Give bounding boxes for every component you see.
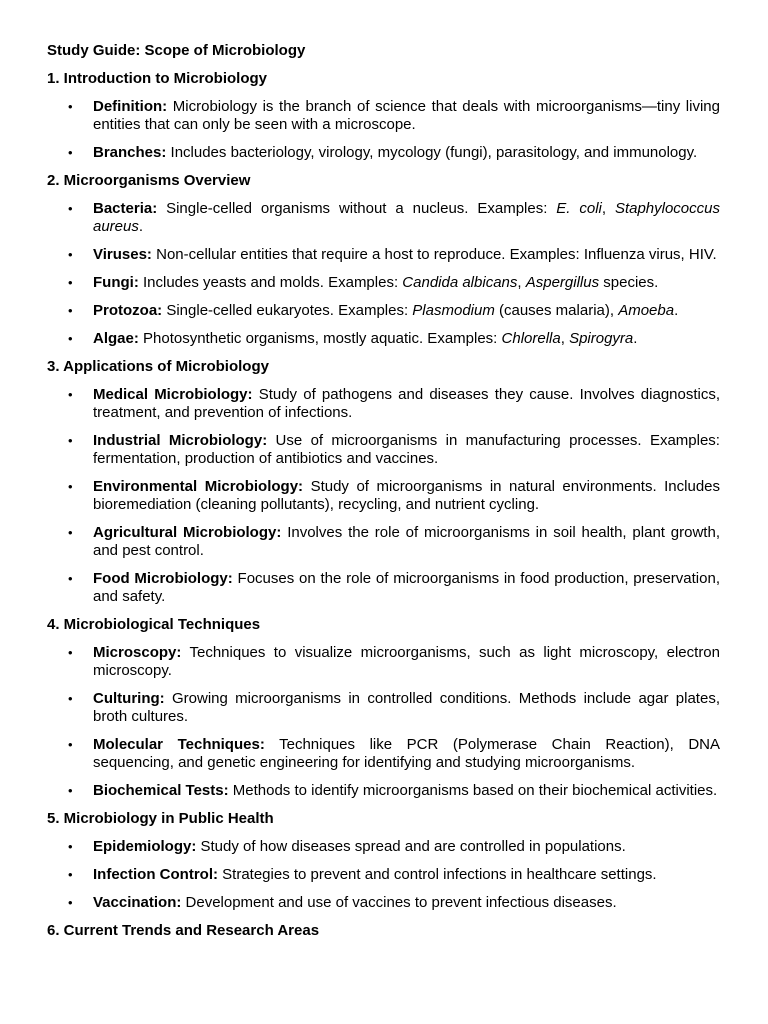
item-term: Molecular Techniques:	[93, 736, 265, 753]
list-item	[47, 274, 720, 292]
list-item	[47, 478, 720, 514]
bullet-icon: •	[68, 387, 73, 402]
item-text: .	[138, 218, 144, 235]
list-item	[47, 302, 720, 320]
item-text: Techniques like PCR (Polymerase Chain Reaction), DNA sequencing, and genetic engineering for identifying and studying microorganisms.	[93, 736, 720, 771]
section-heading: 6. Current Trends and Research Areas	[47, 922, 320, 939]
item-term: Viruses:	[93, 246, 152, 263]
item-text: Methods to identify microorganisms based on their biochemical activities.	[228, 782, 718, 799]
item-term: Algae:	[93, 330, 139, 347]
item-term: Definition:	[93, 98, 168, 115]
item-term: Fungi:	[93, 274, 139, 291]
bullet-icon: •	[68, 247, 73, 262]
list-item	[47, 432, 720, 468]
section-5	[47, 810, 720, 912]
list-item	[47, 386, 720, 422]
bullet-icon: •	[68, 867, 73, 882]
item-text: Includes bacteriology, virology, mycology (fungi), parasitology, and immunology.	[166, 144, 698, 161]
item-text: ,	[601, 200, 615, 217]
item-term: Microscopy:	[93, 644, 182, 661]
item-species-name: Aspergillus	[525, 274, 600, 291]
item-species-name: Amoeba	[618, 302, 675, 319]
bullet-icon: •	[68, 839, 73, 854]
bullet-icon: •	[68, 737, 73, 752]
item-text: species.	[599, 274, 659, 291]
section-6	[47, 922, 720, 940]
item-text: Includes yeasts and molds. Examples:	[138, 274, 403, 291]
bullet-list	[47, 386, 720, 606]
section-heading: 1. Introduction to Microbiology	[47, 70, 267, 87]
item-text: Study of how diseases spread and are controlled in populations.	[196, 838, 626, 855]
bullet-icon: •	[68, 479, 73, 494]
section-4	[47, 616, 720, 800]
list-item	[47, 838, 720, 856]
bullet-icon: •	[68, 571, 73, 586]
item-species-name: E. coli	[556, 200, 602, 217]
item-text: Strategies to prevent and control infections in healthcare settings.	[217, 866, 657, 883]
item-term: Protozoa:	[93, 302, 163, 319]
item-term: Agricultural Microbiology:	[93, 524, 282, 541]
document-body	[47, 70, 720, 940]
bullet-icon: •	[68, 783, 73, 798]
bullet-icon: •	[68, 645, 73, 660]
item-text: .	[674, 302, 679, 319]
list-item	[47, 736, 720, 772]
section-heading: 4. Microbiological Techniques	[47, 616, 261, 633]
list-item	[47, 246, 720, 264]
list-item	[47, 98, 720, 134]
item-text: Study of microorganisms in natural environments. Includes bioremediation (cleaning pollutants), recycling, and nutrient cycling.	[93, 478, 721, 513]
bullet-icon: •	[68, 201, 73, 216]
bullet-icon: •	[68, 433, 73, 448]
item-term: Bacteria:	[93, 200, 158, 217]
section-3	[47, 358, 720, 606]
bullet-list	[47, 838, 720, 912]
bullet-list	[47, 98, 720, 162]
item-term: Industrial Microbiology:	[93, 432, 268, 449]
list-item	[47, 644, 720, 680]
document-title: Study Guide: Scope of Microbiology	[47, 42, 306, 59]
item-species-name: Spirogyra	[569, 330, 634, 347]
item-species-name: Plasmodium	[412, 302, 495, 319]
item-text: ,	[517, 274, 526, 291]
item-term: Environmental Microbiology:	[93, 478, 304, 495]
bullet-list	[47, 644, 720, 800]
list-item	[47, 570, 720, 606]
item-text: Development and use of vaccines to prevent infectious diseases.	[181, 894, 617, 911]
item-term: Epidemiology:	[93, 838, 197, 855]
item-text: Microbiology is the branch of science that deals with microorganisms—tiny living entities that can only be seen with a microscope.	[93, 98, 720, 133]
item-text: Photosynthetic organisms, mostly aquatic. Examples:	[138, 330, 502, 347]
bullet-icon: •	[68, 525, 73, 540]
section-2	[47, 172, 720, 348]
bullet-icon: •	[68, 303, 73, 318]
item-text: Study of pathogens and diseases they cause. Involves diagnostics, treatment, and prevention of infections.	[93, 386, 721, 421]
item-text: Non-cellular entities that require a host to reproduce. Examples: Influenza virus, HIV.	[151, 246, 717, 263]
item-term: Medical Microbiology:	[93, 386, 253, 403]
list-item	[47, 524, 720, 560]
item-term: Biochemical Tests:	[93, 782, 229, 799]
bullet-icon: •	[68, 275, 73, 290]
section-heading: 2. Microorganisms Overview	[47, 172, 251, 189]
bullet-icon: •	[68, 99, 73, 114]
item-term: Vaccination:	[93, 894, 182, 911]
list-item	[47, 144, 720, 162]
item-text: .	[633, 330, 638, 347]
item-text: Growing microorganisms in controlled conditions. Methods include agar plates, broth cultures.	[93, 690, 720, 725]
item-text: Techniques to visualize microorganisms, such as light microscopy, electron microscopy.	[93, 644, 720, 679]
section-heading: 3. Applications of Microbiology	[47, 358, 269, 375]
list-item	[47, 782, 720, 800]
bullet-list	[47, 200, 720, 348]
item-text: Involves the role of microorganisms in soil health, plant growth, and pest control.	[93, 524, 720, 559]
item-text: Focuses on the role of microorganisms in food production, preservation, and safety.	[93, 570, 720, 605]
item-term: Culturing:	[93, 690, 165, 707]
item-term: Infection Control:	[93, 866, 218, 883]
list-item	[47, 690, 720, 726]
bullet-icon: •	[68, 145, 73, 160]
item-species-name: Candida albicans	[402, 274, 518, 291]
bullet-icon: •	[68, 895, 73, 910]
section-1	[47, 70, 720, 162]
item-species-name: Chlorella	[501, 330, 561, 347]
item-text: Single-celled organisms without a nucleus. Examples:	[157, 200, 557, 217]
list-item	[47, 200, 720, 236]
list-item	[47, 894, 720, 912]
item-text: Use of microorganisms in manufacturing processes. Examples: fermentation, production of antibiotics and vaccines.	[93, 432, 720, 467]
item-species-name: Staphylococcus aureus	[93, 200, 720, 235]
item-term: Food Microbiology:	[93, 570, 233, 587]
item-text: ,	[560, 330, 570, 347]
item-term: Branches:	[93, 144, 167, 161]
bullet-icon: •	[68, 691, 73, 706]
section-heading: 5. Microbiology in Public Health	[47, 810, 274, 827]
list-item	[47, 330, 720, 348]
bullet-icon: •	[68, 331, 73, 346]
item-text: Single-celled eukaryotes. Examples:	[162, 302, 413, 319]
item-text: (causes malaria),	[494, 302, 619, 319]
list-item	[47, 866, 720, 884]
